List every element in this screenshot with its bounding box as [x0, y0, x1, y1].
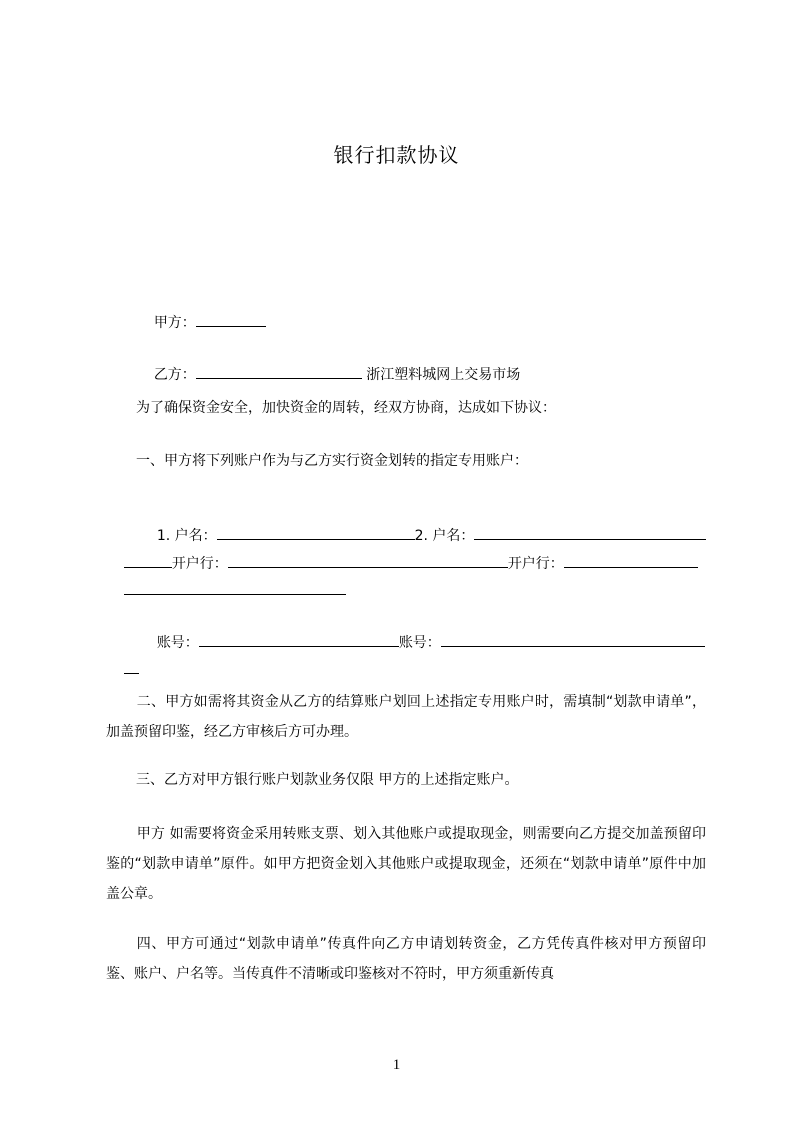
acct-no1-label: 账号：	[156, 635, 199, 651]
party-b-label: 乙方：	[153, 367, 196, 383]
account2-name-label: 2. 户名：	[414, 528, 475, 544]
acct-no2-label: 账号：	[398, 635, 441, 651]
intro-text: 为了确保资金安全，加快资金的周转，经双方协商，达成如下协议：	[136, 400, 556, 416]
account-number-line	[139, 612, 705, 673]
bank2-blank	[564, 553, 698, 568]
clause-3: 三、乙方对甲方银行账户划款业务仅限 甲方的上述指定账户。	[136, 772, 519, 788]
clause-1: 一、甲方将下列账户作为与乙方实行资金划转的指定专用账户：	[136, 453, 528, 469]
acct-no2-blank-continued	[124, 659, 139, 674]
clause-2: 二、甲方如需将其资金从乙方的结算账户划回上述指定专用账户时，需填制“划款申请单”，加盖预留印鉴，经乙方审核后方可办理。	[106, 694, 706, 740]
acct-no1-blank	[199, 632, 399, 647]
bank1-label: 开户行：	[171, 556, 228, 572]
party-b-blank	[196, 364, 362, 379]
clause-3-detail: 甲方 如需要将资金采用转账支票、划入其他账户或提取现金，则需要向乙方提交加盖预留印鉴的“划款申请单”原件。如甲方把资金划入其他账户或提取现金，还须在“划款申请单”原件中加盖公章。	[106, 826, 706, 902]
document-title: 银行扣款协议	[333, 143, 460, 167]
party-b-line	[136, 344, 520, 405]
party-a-label: 甲方：	[153, 315, 196, 331]
bank2-blank-continued	[124, 580, 346, 595]
party-a-blank	[196, 312, 266, 327]
party-b-name: 浙江塑料城网上交易市场	[366, 367, 521, 383]
bank2-label: 开户行：	[507, 556, 564, 572]
acct-no2-blank	[441, 632, 705, 647]
page-number: 1	[392, 1057, 401, 1073]
account1-name-label: 1. 户名：	[156, 528, 217, 544]
clause-4: 四、甲方可通过“划款申请单”传真件向乙方申请划转资金，乙方凭传真件核对甲方预留印鉴、账户、户名等。当传真件不清晰或印鉴核对不符时，甲方须重新传真	[106, 936, 706, 982]
